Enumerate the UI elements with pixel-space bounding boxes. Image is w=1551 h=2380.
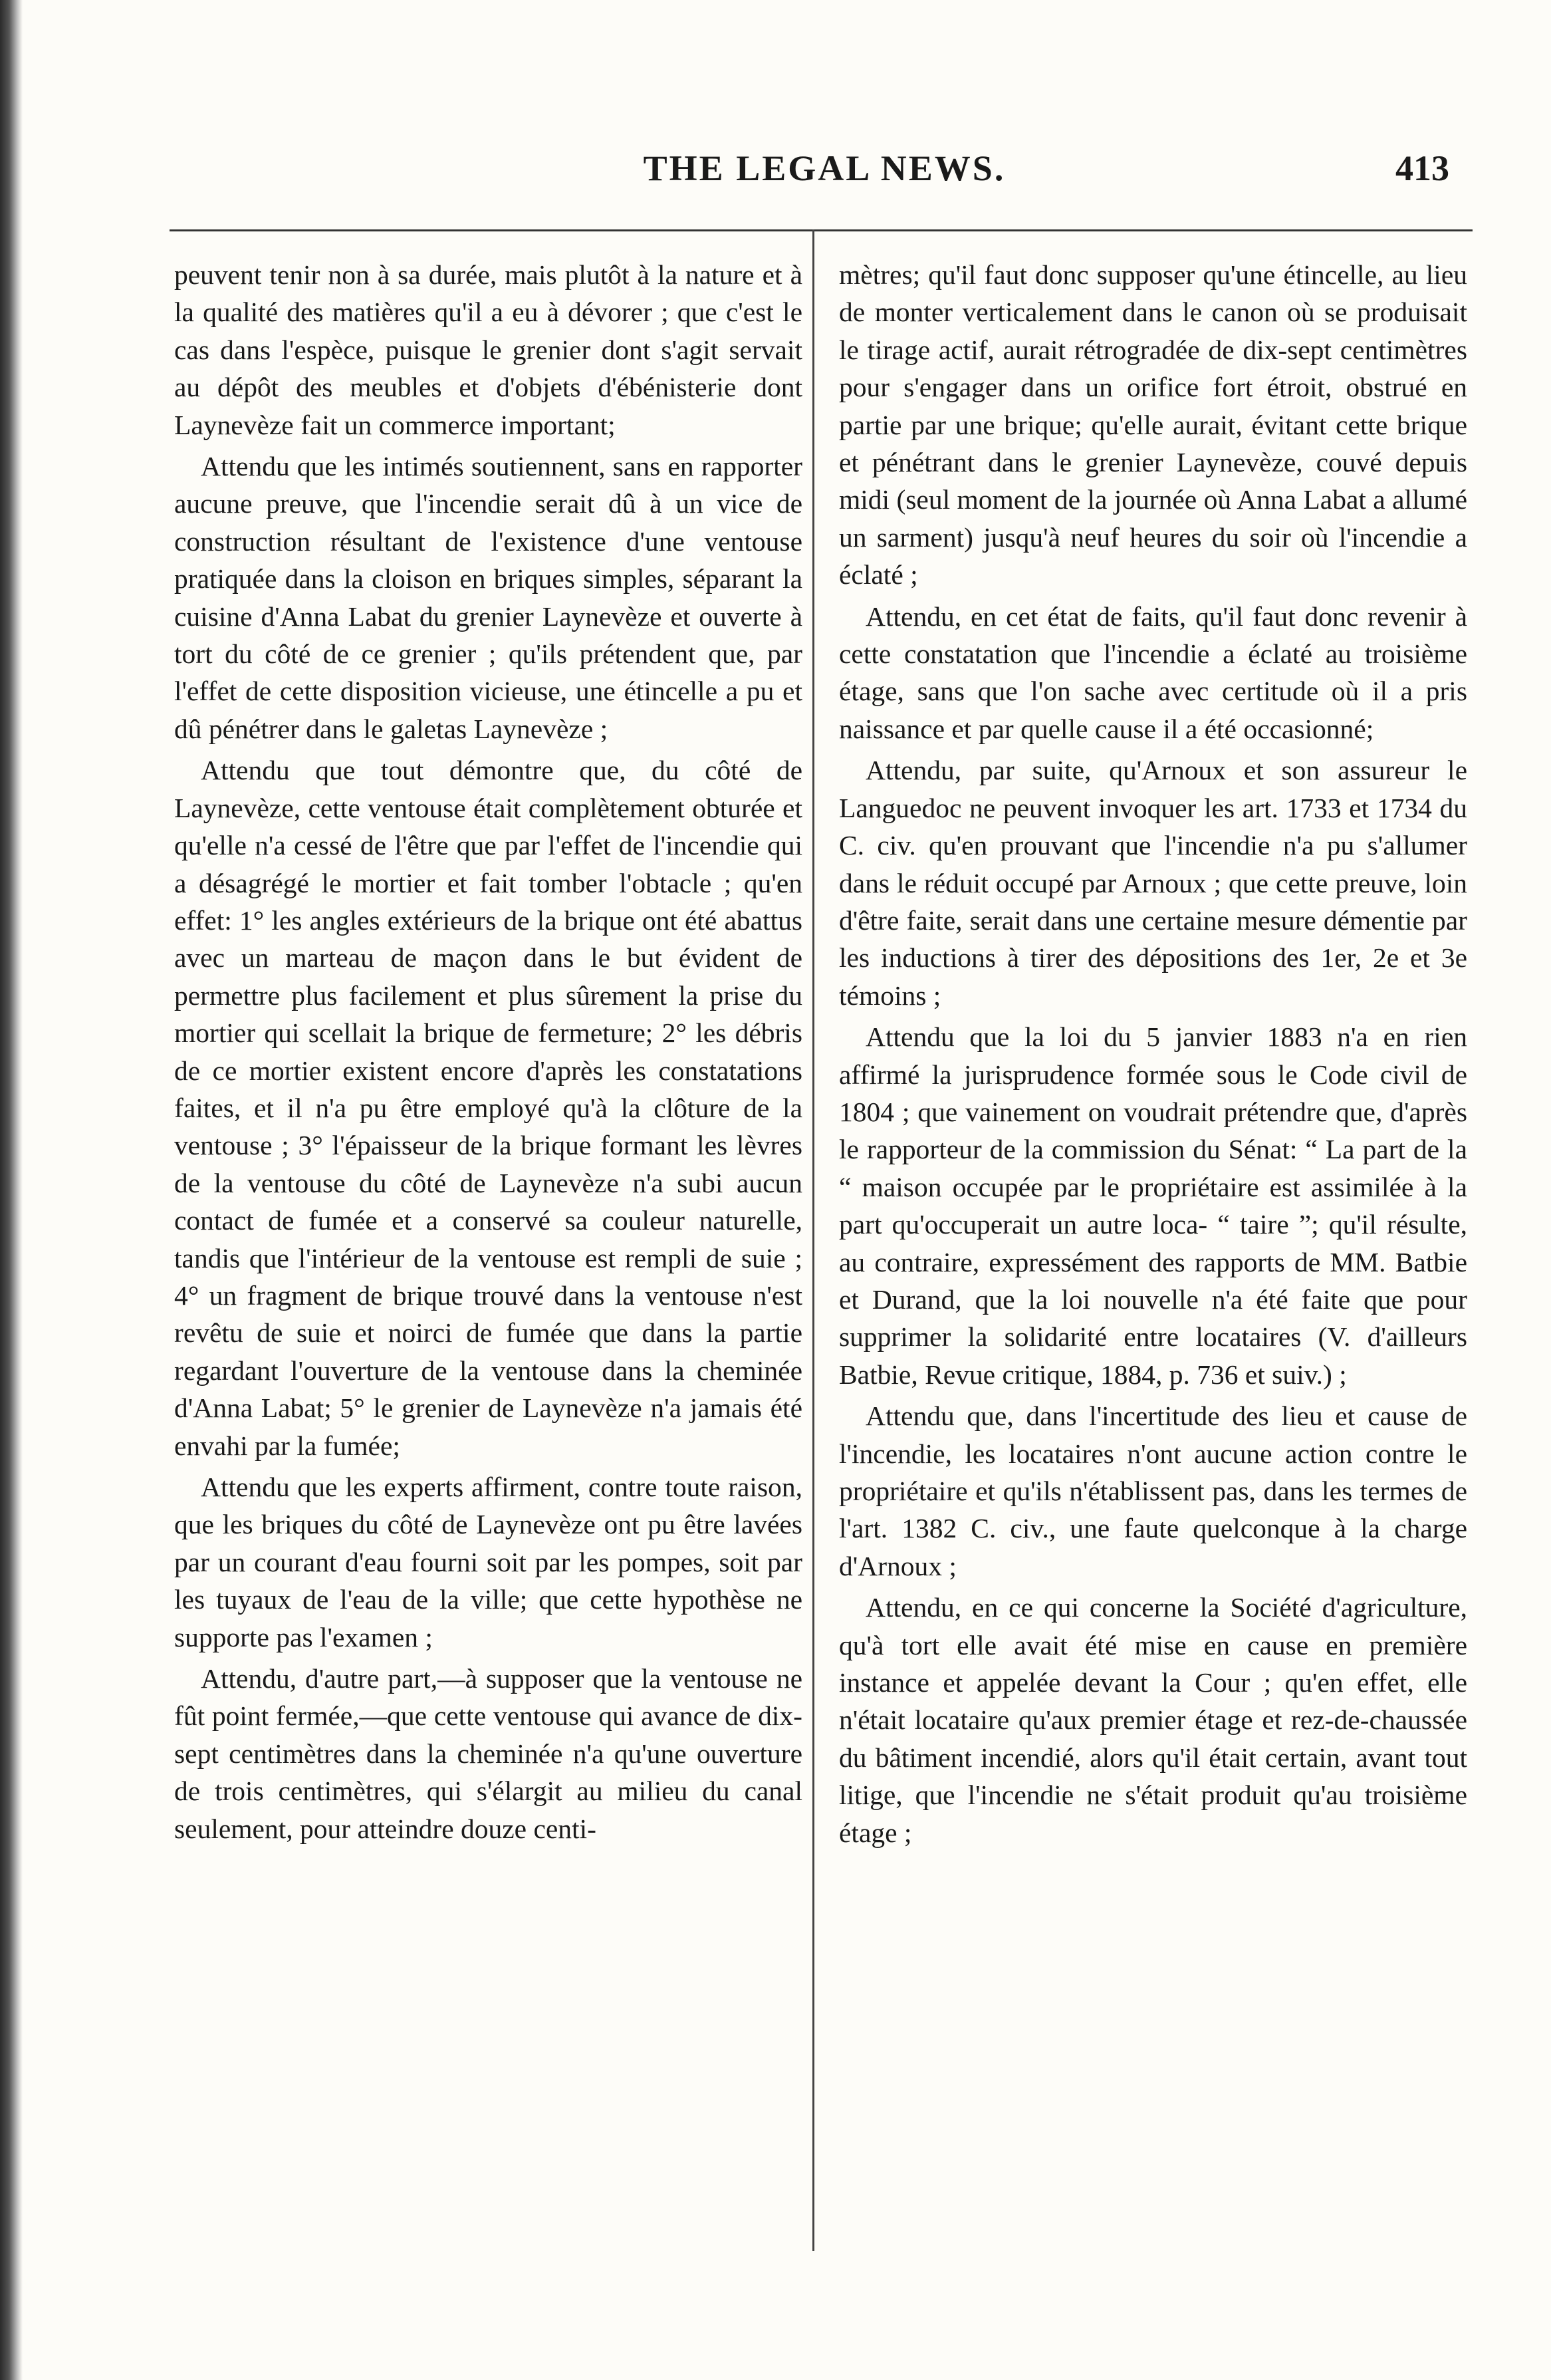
running-title: THE LEGAL NEWS. (643, 148, 1006, 188)
paragraph: Attendu, par suite, qu'Arnoux et son assureur le Languedoc ne peuvent invoquer les art. 1733 et 1734 du C. civ. qu'en prouvant que l'incendie n'a pu s'allumer dans le réduit occupé par Arnoux ; que cette preuve, loin d'être faite, serait dans une certaine mesure démentie par les inductions à tirer des dépositions des 1er, 2e et 3e témoins ; (839, 755, 1467, 1011)
paragraph: Attendu que tout démontre que, du côté de Laynevèze, cette ventouse était complètement obturée et qu'elle n'a cessé de l'être que par l'effet de l'incendie qui a désagrégé le mortier et fait tomber l'obtacle ; qu'en effet: 1° les angles extérieurs de la brique ont été abattus avec un marteau de maçon dans le but évident de permettre plus facilement et plus sûrement la prise du mortier qui scellait la brique de fermeture; 2° les débris de ce mortier existent encore d'après les constatations faites, et il n'a pu être employé qu'à la clôture de la ventouse ; 3° l'épaisseur de la brique formant les lèvres de la ventouse du côté de Laynevèze n'a subi aucun contact de fumée et a conservé sa couleur naturelle, tandis que l'intérieur de la ventouse est rempli de suie ; 4° un fragment de brique trouvé dans la ventouse n'est revêtu de suie et noirci de fumée que dans la partie regardant l'ouverture de la ventouse dans la cheminée d'Anna Labat; 5° le grenier de Laynevèze n'a jamais été envahi par la fumée; (174, 755, 802, 1461)
paragraph: peuvent tenir non à sa durée, mais plutôt à la nature et à la qualité des matières qu'il a eu à dévorer ; que c'est le cas dans l'espèce, puisque le grenier dont s'agit servait au dépôt des meubles et d'objets d'ébénisterie dont Laynevèze fait un commerce important; (174, 259, 802, 440)
paragraph: Attendu, en cet état de faits, qu'il faut donc revenir à cette constatation que l'incendie a éclaté au troisième étage, sans que l'on sache avec certitude où il a pris naissance et par quelle cause il a été occasionné; (839, 600, 1467, 744)
paragraph: Attendu que les experts affirment, contre toute raison, que les briques du côté de Laynevèze ont pu être lavées par un courant d'eau fourni soit par les pompes, soit par les tuyaux de l'eau de la ville; que cette hypothèse ne supporte pas l'examen ; (174, 1472, 802, 1653)
paragraph: Attendu que les intimés soutiennent, sans en rapporter aucune preuve, que l'incendie serait dû à un vice de construction résultant de l'existence d'une ventouse pratiquée dans la cloison en briques simples, séparant la cuisine d'Anna Labat du grenier Laynevèze et ouverte à tort du côté de ce grenier ; qu'ils prétendent que, par l'effet de cette disposition vicieuse, une étincelle a pu et dû pénétrer dans le galetas Laynevèze ; (174, 451, 802, 744)
column-divider (812, 229, 814, 2251)
paragraph: Attendu, en ce qui concerne la Société d'agriculture, qu'à tort elle avait été mise en cause en première instance et appelée devant la Cour ; qu'en effet, elle n'était locataire qu'aux premier étage et rez-de-chaussée du bâtiment incendié, alors qu'il était certain, avant tout litige, que l'incendie ne s'était produit qu'au troisième étage ; (839, 1592, 1467, 1848)
left-column (174, 256, 802, 2317)
page-number: 413 (1395, 148, 1449, 188)
book-spine-shadow (0, 0, 23, 2380)
header-rule (170, 229, 1473, 231)
page-header (199, 148, 1449, 201)
paragraph: Attendu que la loi du 5 janvier 1883 n'a en rien affirmé la jurisprudence formée sous le Code civil de 1804 ; que vainement on voudrait prétendre que, d'après le rapporteur de la commission du Sénat: “ La part de la “ maison occupée par le propriétaire est assimilée à la part qu'occuperait un autre loca- “ taire ”; qu'il résulte, au contraire, expressément des rapports de MM. Batbie et Durand, que la loi nouvelle n'a été faite que pour supprimer la solidarité entre locataires (V. d'ailleurs Batbie, Revue critique, 1884, p. 736 et suiv.) ; (839, 1021, 1467, 1390)
paragraph: Attendu, d'autre part,—à supposer que la ventouse ne fût point fermée,—que cette ventouse qui avance de dix-sept centimètres dans la cheminée n'a qu'une ouverture de trois centimètres, qui s'élargit au milieu du canal seulement, pour atteindre douze centi- (174, 1663, 802, 1844)
paragraph: Attendu que, dans l'incertitude des lieu et cause de l'incendie, les locataires n'ont aucune action contre le propriétaire et qu'ils n'établissent pas, dans les termes de l'art. 1382 C. civ., une faute quelconque à la charge d'Arnoux ; (839, 1400, 1467, 1581)
paragraph: mètres; qu'il faut donc supposer qu'une étincelle, au lieu de monter verticalement dans le canon où se produisait le tirage actif, aurait rétrogradée de dix-sept centimètres pour s'engager dans un orifice fort étroit, obstrué en partie par une brique; qu'elle aurait, évitant cette brique et pénétrant dans le grenier Laynevèze, couvé depuis midi (seul moment de la journée où Anna Labat a allumé un sarment) jusqu'à neuf heures du soir où l'incendie a éclaté ; (839, 259, 1467, 591)
right-column (839, 256, 1467, 2317)
